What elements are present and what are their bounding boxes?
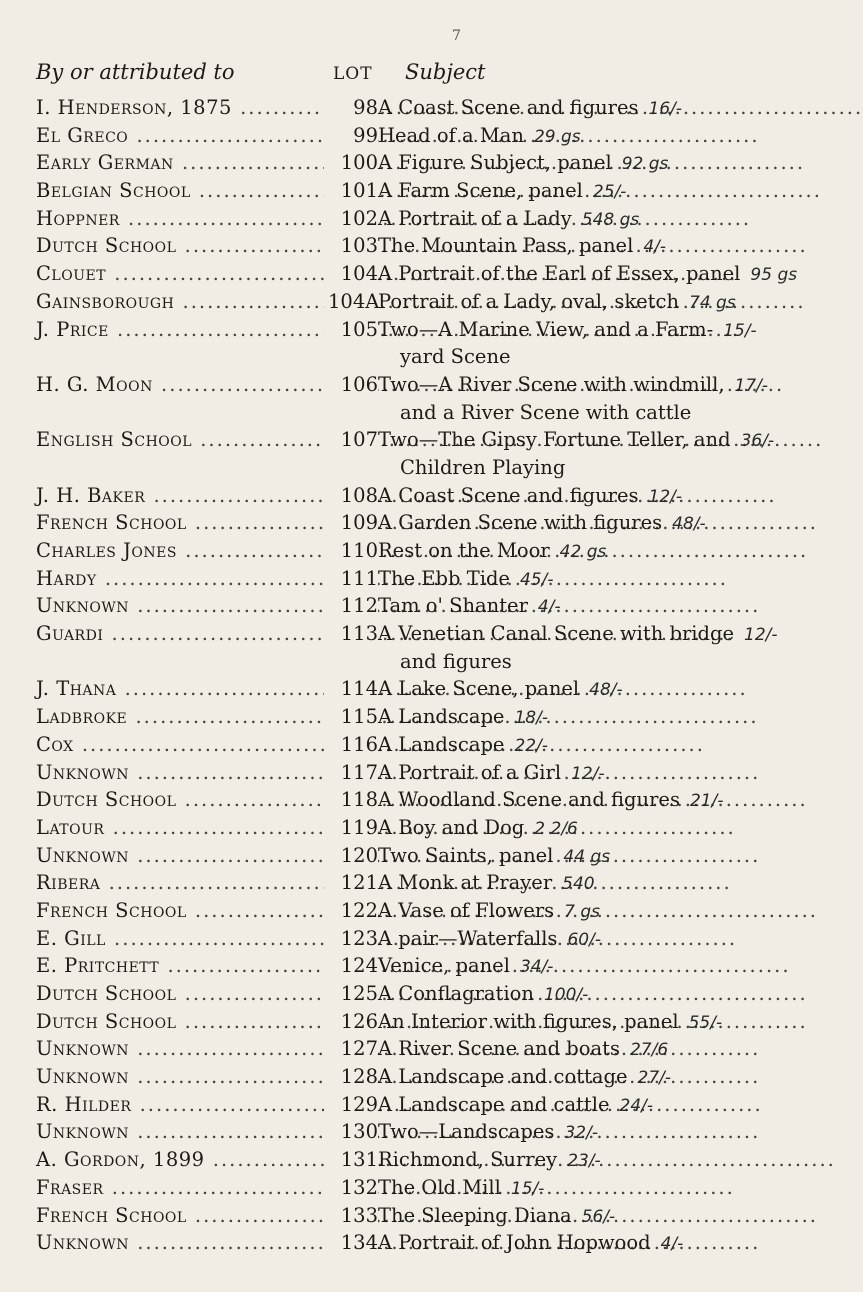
lot-subject: An Interior with figures, panel	[378, 1009, 679, 1033]
lot-number: 114	[324, 675, 378, 703]
lot-number: 127	[324, 1035, 378, 1063]
lot-artist: Dutch School .....	[36, 1008, 336, 1036]
lot-subject: A Farm Scene, panel	[378, 179, 583, 203]
lot-row	[0, 94, 800, 122]
lot-artist: Hardy .....	[36, 565, 336, 593]
lot-artist: Hoppner .....	[36, 205, 336, 233]
lot-artist: Latour .....	[36, 814, 336, 842]
lot-subject-cell	[378, 177, 788, 207]
lot-artist: R. Hilder .....	[36, 1091, 336, 1119]
lot-subject: A Vase of Flowers	[378, 898, 555, 922]
lot-price-annotation: 16/-	[648, 99, 683, 119]
lot-subject-cell	[378, 482, 788, 512]
lot-number: 107	[324, 426, 378, 454]
lot-price-annotation: 42 gs	[559, 542, 607, 562]
lot-subject-cell	[378, 592, 788, 622]
lot-price-annotation: 56/-	[581, 1206, 616, 1227]
lot-price-annotation: 48/-	[672, 514, 706, 535]
lot-number: 125	[324, 980, 378, 1008]
lot-subject-cell	[400, 454, 810, 482]
lot-price-annotation: 25/-	[592, 182, 627, 203]
lot-artist: French School .....	[36, 897, 336, 925]
lot-subject: A Portrait of the Earl of Essex, panel	[378, 262, 741, 286]
lot-price-annotation: 12/-	[571, 763, 605, 784]
lot-subject: Two—A Marine View, and a Farm-	[378, 317, 714, 341]
lot-subject-cell	[378, 620, 788, 650]
lot-price-annotation: 7 gs	[564, 901, 601, 922]
lot-artist: J. Thana .....	[36, 675, 336, 703]
lot-number: 115	[324, 703, 378, 731]
lot-subject-cell	[400, 343, 810, 371]
lot-row	[0, 205, 800, 233]
column-header-row	[0, 60, 800, 88]
lot-number: 103	[324, 232, 378, 260]
lot-row	[0, 1174, 800, 1202]
lot-number: 126	[324, 1008, 378, 1036]
lot-row	[0, 177, 800, 205]
lot-subject-cell	[378, 869, 788, 899]
lot-price-annotation: 48/-	[589, 680, 623, 701]
lot-subject: A Portrait of John Hopwood	[378, 1231, 651, 1255]
lot-artist: Clouet .....	[36, 260, 336, 288]
lot-artist: Ribera .....	[36, 869, 336, 897]
lot-number: 116	[324, 731, 378, 759]
lot-subject: Richmond, Surrey	[378, 1148, 558, 1172]
lot-number: 120	[324, 842, 378, 870]
lot-number: 119	[324, 814, 378, 842]
lot-artist: H. G. Moon .....	[36, 371, 336, 399]
lot-row	[0, 149, 800, 177]
lot-row	[0, 620, 800, 648]
lot-number: 123	[324, 925, 378, 953]
lot-price-annotation: 12/-	[744, 625, 778, 646]
lot-row	[0, 675, 800, 703]
lot-row	[0, 648, 800, 676]
lot-subject: The Ebb Tide	[378, 566, 510, 590]
lot-subject-cell	[378, 537, 788, 567]
lot-artist: Unknown .....	[36, 1118, 336, 1146]
lot-number: 129	[324, 1091, 378, 1119]
lot-subject: The Mountain Pass, panel	[378, 234, 634, 258]
lot-number: 110	[324, 537, 378, 565]
lot-row	[0, 343, 800, 371]
lot-subject: Tam o' Shanter	[378, 594, 528, 618]
lot-artist: Unknown .....	[36, 842, 336, 870]
lot-subject-cell	[378, 703, 788, 733]
lot-subject: A Boy and Dog	[378, 815, 525, 839]
lot-subject-cell	[378, 1202, 788, 1232]
lot-artist: Unknown .....	[36, 1035, 336, 1063]
lot-artist: Unknown .....	[36, 1063, 336, 1091]
lot-subject: Venice, panel	[378, 954, 510, 978]
lot-number: 100	[324, 149, 378, 177]
lot-price-annotation: 27/6	[629, 1040, 669, 1061]
lot-subject-cell	[378, 1035, 788, 1065]
lot-artist: French School .....	[36, 1202, 336, 1230]
lot-number: 113	[324, 620, 378, 648]
lot-number: 101	[324, 177, 378, 205]
lot-artist: Charles Jones .....	[36, 537, 336, 565]
lot-price-annotation: 32/-	[564, 1123, 598, 1144]
lot-artist: Dutch School .....	[36, 980, 336, 1008]
lot-row	[0, 1091, 800, 1119]
lot-price-annotation: 74 gs	[689, 292, 736, 313]
lot-price-annotation: 27/-	[637, 1068, 672, 1089]
lot-row	[0, 288, 800, 316]
lot-price-annotation: 36/-	[740, 431, 775, 452]
lot-subject: A Lake Scene, panel	[378, 677, 580, 701]
lot-subject-cell	[378, 426, 788, 456]
lot-subject: Children Playing	[400, 455, 566, 479]
lot-subject-cell	[378, 1118, 788, 1148]
lot-row	[0, 371, 800, 399]
lot-artist: E. Gill .....	[36, 925, 336, 953]
lot-subject: A Monk at Prayer	[378, 871, 553, 895]
lot-row	[0, 482, 800, 510]
lot-price-annotation: 34/-	[519, 957, 554, 978]
lot-artist: E. Pritchett .....	[36, 952, 336, 980]
lot-subject: Two Saints, panel	[378, 843, 554, 867]
lot-subject-cell	[378, 149, 788, 179]
lot-number: 102	[324, 205, 378, 233]
lot-number: 109	[324, 509, 378, 537]
lot-row	[0, 897, 800, 925]
lot-price-annotation: 100/-	[543, 985, 589, 1005]
lot-subject-cell	[378, 759, 788, 789]
lot-price-annotation: 4/-	[660, 1234, 684, 1255]
lot-number: 134	[324, 1229, 378, 1257]
lot-subject: A Portrait of a Girl	[378, 760, 562, 784]
lot-row	[0, 592, 800, 620]
lot-artist: Belgian School .....	[36, 177, 336, 205]
lot-number: 105	[324, 316, 378, 344]
lot-price-annotation: 45/-	[519, 569, 554, 590]
lot-number: 118	[324, 786, 378, 814]
lot-row	[0, 1146, 800, 1174]
lot-price-annotation: 55/-	[688, 1012, 723, 1033]
lot-row	[0, 925, 800, 953]
lot-row	[0, 426, 800, 454]
lot-price-annotation: 60/-	[567, 929, 601, 950]
lot-subject: A Garden Scene with figures	[378, 511, 663, 535]
lot-subject-cell	[378, 980, 788, 1010]
lot-row	[0, 1035, 800, 1063]
lot-subject: Two—The Gipsy Fortune Teller, and	[378, 428, 731, 452]
lot-subject-cell	[378, 371, 788, 401]
lot-subject: and a River Scene with cattle	[400, 400, 692, 424]
lot-row	[0, 1229, 800, 1257]
lot-artist: Unknown .....	[36, 1229, 336, 1257]
lot-number: 104	[324, 260, 378, 288]
lot-subject-cell	[378, 565, 788, 595]
lot-price-annotation: 4/-	[643, 237, 666, 258]
lot-subject: A Coast Scene and figures	[378, 483, 639, 507]
lot-row	[0, 316, 800, 344]
lot-price-annotation: 540	[562, 874, 595, 895]
lot-subject: Head of a Man	[378, 123, 524, 147]
lot-artist: J. H. Baker .....	[36, 482, 336, 510]
lot-artist: Guardi .....	[36, 620, 336, 648]
lot-artist: Fraser .....	[36, 1174, 336, 1202]
lot-artist: A. Gordon, 1899 .....	[36, 1146, 336, 1174]
lot-price-annotation: 12/-	[648, 486, 683, 507]
lot-row	[0, 122, 800, 150]
lot-subject-cell	[378, 897, 788, 927]
lot-subject-cell	[378, 1229, 788, 1259]
lot-number: 133	[324, 1202, 378, 1230]
lot-price-annotation: 23/-	[567, 1151, 601, 1172]
lot-row	[0, 842, 800, 870]
lot-row	[0, 1118, 800, 1146]
lot-subject-cell	[378, 94, 788, 124]
lot-subject: The Sleeping Diana	[378, 1203, 572, 1227]
lot-artist: Unknown .....	[36, 759, 336, 787]
lot-price-annotation: 15/-	[510, 1178, 545, 1199]
lot-subject: Two—A River Scene with windmill,	[378, 372, 725, 396]
lot-price-annotation: 4/-	[537, 597, 561, 618]
lot-subject-cell	[378, 232, 788, 262]
lot-artist: J. Price .....	[36, 316, 336, 344]
lot-row	[0, 814, 800, 842]
lot-subject: A pair—Waterfalls	[378, 926, 558, 950]
lot-subject: yard Scene	[400, 345, 511, 369]
lot-list	[0, 94, 800, 1257]
lot-price-annotation: 29 gs	[533, 126, 581, 147]
lot-number: 108	[324, 482, 378, 510]
lot-number: 112	[324, 592, 378, 620]
header-subject: Subject	[405, 60, 486, 84]
lot-subject-cell	[378, 925, 788, 955]
lot-subject: A Landscape	[378, 705, 505, 729]
lot-number: 99	[324, 122, 378, 150]
lot-subject-cell	[378, 1174, 788, 1204]
lot-row	[0, 399, 800, 427]
lot-subject: Rest on the Moor	[378, 539, 550, 562]
lot-number: 98	[324, 94, 378, 122]
lot-row	[0, 1008, 800, 1036]
lot-row	[0, 1063, 800, 1091]
lot-row	[0, 509, 800, 537]
lot-row	[0, 731, 800, 759]
lot-subject: A Landscape and cottage	[378, 1065, 628, 1089]
lot-subject-cell	[378, 122, 788, 152]
lot-subject-cell	[378, 814, 788, 844]
lot-number: 122	[324, 897, 378, 925]
lot-row	[0, 703, 800, 731]
lot-price-annotation: 15/-	[723, 320, 757, 341]
lot-row	[0, 260, 800, 288]
lot-number: 132	[324, 1174, 378, 1202]
lot-row	[0, 1202, 800, 1230]
header-artist: By or attributed to	[36, 60, 235, 84]
lot-subject: A Venetian Canal Scene with bridge	[378, 622, 735, 646]
lot-number: 121	[324, 869, 378, 897]
lot-artist: Early German .....	[36, 149, 336, 177]
lot-price-annotation: 44 gs	[563, 846, 611, 867]
lot-price-annotation: 95 gs	[750, 265, 798, 286]
lot-number: 131	[324, 1146, 378, 1174]
lot-artist: Dutch School .....	[36, 786, 336, 814]
lot-row	[0, 565, 800, 593]
lot-subject-cell	[378, 205, 788, 235]
lot-subject-cell	[378, 675, 788, 705]
lot-number: 130	[324, 1118, 378, 1146]
page-number: 7	[452, 28, 461, 44]
header-lot: LOT	[333, 64, 373, 84]
lot-subject: A River Scene and boats	[378, 1037, 620, 1061]
lot-price-annotation: 92 gs	[621, 154, 669, 175]
lot-price-annotation: 21/-	[689, 791, 724, 812]
lot-subject: The Old Mill	[378, 1175, 501, 1199]
lot-subject-cell	[400, 648, 810, 676]
lot-number: 106	[324, 371, 378, 399]
lot-subject-cell	[378, 1008, 788, 1038]
lot-subject: A Landscape and cattle	[378, 1092, 610, 1116]
lot-row	[0, 869, 800, 897]
lot-price-annotation: 548 gs	[581, 209, 640, 230]
lot-subject-cell	[400, 399, 810, 427]
lot-subject-cell	[378, 1146, 788, 1176]
lot-subject: and figures	[400, 649, 512, 673]
lot-row	[0, 232, 800, 260]
lot-subject: A Portrait of a Lady	[378, 206, 572, 230]
lot-subject-cell	[378, 260, 798, 290]
lot-row	[0, 454, 800, 482]
lot-subject: A Coast Scene and figures	[378, 96, 639, 119]
lot-subject: Two—Landscapes	[378, 1120, 555, 1144]
lot-row	[0, 980, 800, 1008]
lot-row	[0, 537, 800, 565]
lot-subject-cell	[378, 842, 788, 872]
lot-subject: A Conflagration	[378, 982, 534, 1005]
lot-artist: English School .....	[36, 426, 336, 454]
lot-subject-cell	[378, 288, 788, 318]
lot-row	[0, 786, 800, 814]
lot-artist: El Greco .....	[36, 122, 336, 150]
lot-number: 111	[324, 565, 378, 593]
lot-price-annotation: 22/-	[514, 735, 548, 756]
lot-subject-cell	[378, 509, 788, 539]
lot-subject-cell	[378, 952, 788, 982]
lot-number: 104A	[324, 288, 378, 316]
lot-number: 128	[324, 1063, 378, 1091]
lot-row	[0, 759, 800, 787]
lot-subject: Portrait of a Lady, oval, sketch	[378, 289, 680, 313]
lot-subject-cell	[378, 786, 788, 816]
lot-row	[0, 952, 800, 980]
lot-artist: French School .....	[36, 509, 336, 537]
lot-artist: Gainsborough .....	[36, 288, 336, 316]
lot-price-annotation: 17/-	[734, 375, 769, 396]
lot-price-annotation: 24/-	[619, 1095, 654, 1116]
lot-number: 117	[324, 759, 378, 787]
lot-subject-cell	[378, 1091, 788, 1121]
lot-artist: Unknown .....	[36, 592, 336, 620]
lot-artist: Ladbroke .....	[36, 703, 336, 731]
lot-subject: A Landscape	[378, 732, 505, 756]
lot-artist: Dutch School .....	[36, 232, 336, 260]
lot-subject-cell	[378, 1063, 788, 1093]
lot-price-annotation: 18/-	[514, 708, 548, 729]
lot-artist: I. Henderson, 1875 .....	[36, 94, 336, 122]
lot-artist: Cox .....	[36, 731, 336, 759]
lot-number: 124	[324, 952, 378, 980]
lot-subject-cell	[378, 731, 788, 761]
lot-subject: A Woodland Scene and figures	[378, 788, 680, 812]
lot-price-annotation: 2 2/6	[534, 818, 578, 839]
lot-subject: A Figure Subject, panel	[378, 151, 612, 175]
lot-subject-cell	[378, 316, 788, 346]
